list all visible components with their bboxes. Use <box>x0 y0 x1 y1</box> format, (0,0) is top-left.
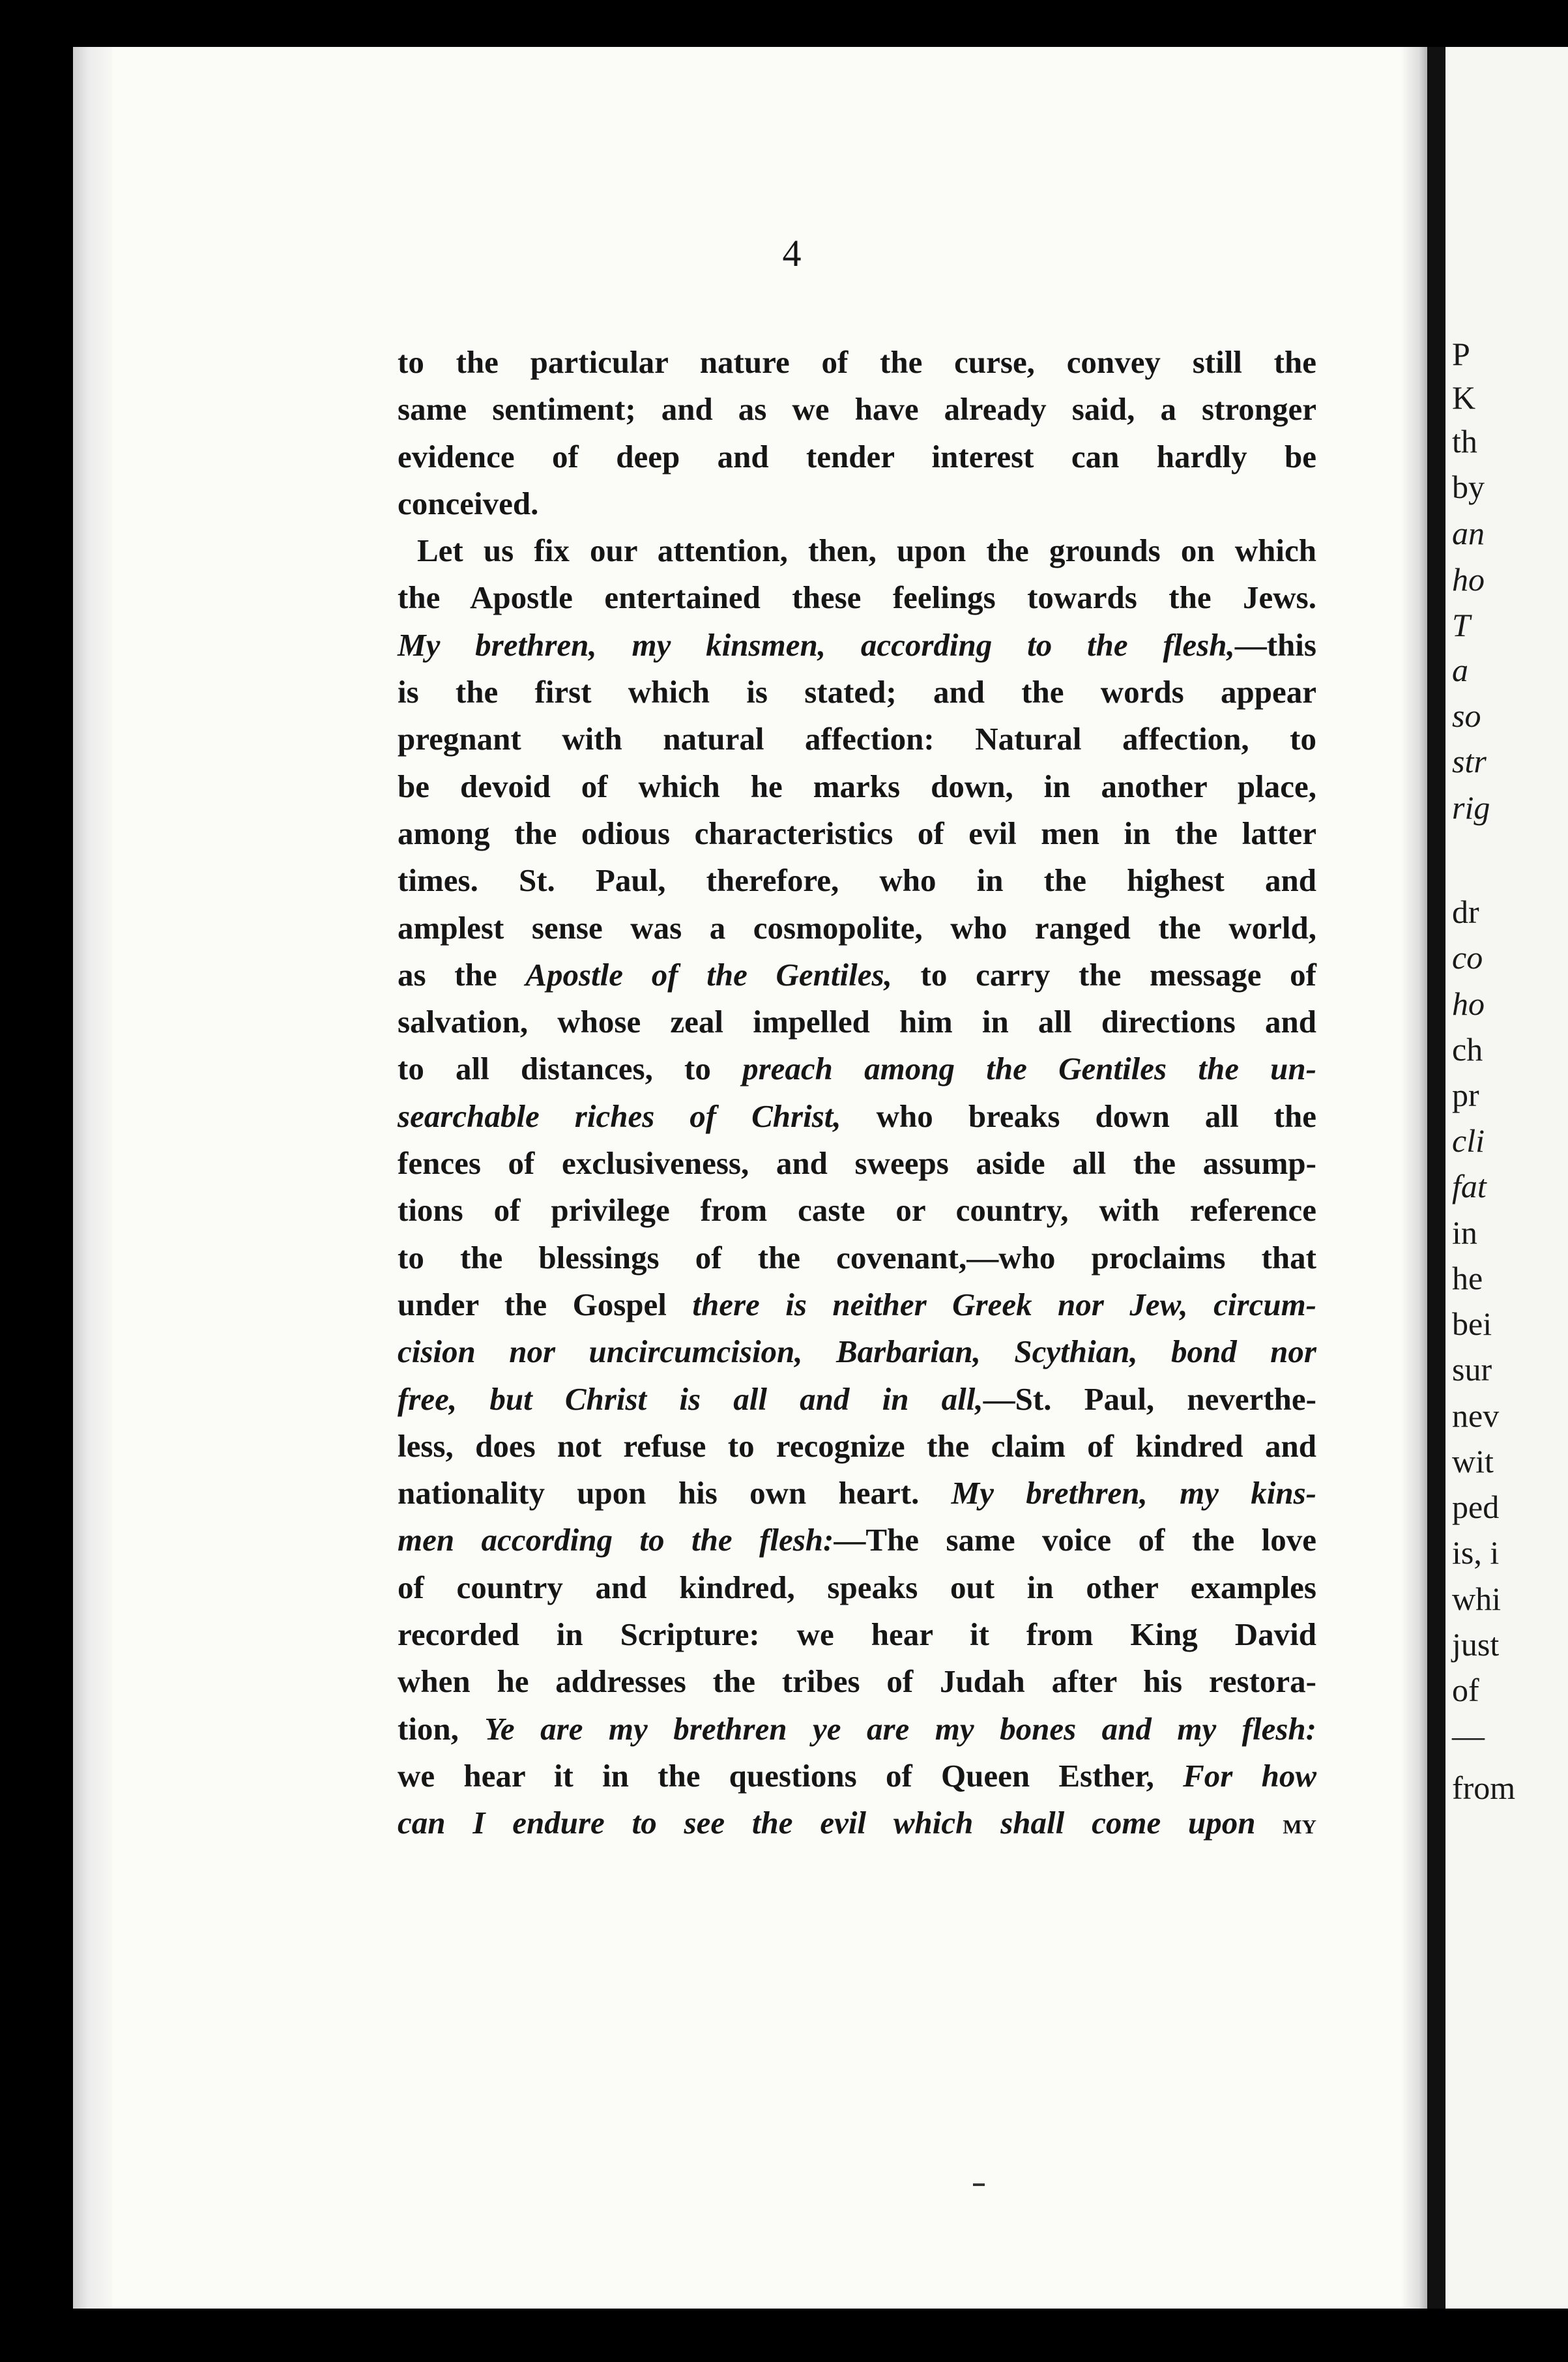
text-line <box>398 857 1316 904</box>
next-page-text-fragment: by <box>1452 469 1485 505</box>
body-text <box>398 339 1316 1847</box>
text-span: pregnant with natural affection: Natural affection, to <box>398 721 1316 757</box>
text-line <box>398 952 1316 999</box>
italic-span: My brethren, my kins- <box>951 1475 1317 1511</box>
next-page-text-fragment: just <box>1452 1626 1500 1663</box>
text-span: the Apostle entertained these feelings towards the Jews. <box>398 579 1316 616</box>
next-page-text-fragment: pr <box>1452 1077 1479 1113</box>
next-page-text-fragment: ho <box>1452 985 1485 1022</box>
text-line <box>398 527 1316 574</box>
next-page-text-fragment: P <box>1452 336 1470 372</box>
text-line <box>398 1800 1316 1846</box>
text-line <box>398 905 1316 952</box>
text-line <box>398 1140 1316 1187</box>
text-span: —The same voice of the love <box>834 1522 1316 1558</box>
next-page-text-fragment: is, i <box>1452 1534 1500 1571</box>
next-page-text-fragment: of <box>1452 1672 1479 1708</box>
text-line <box>398 763 1316 810</box>
text-span: who breaks down all the <box>841 1098 1316 1134</box>
next-page-text-fragment: wit <box>1452 1443 1494 1480</box>
next-page-text-fragment: cli <box>1452 1122 1485 1159</box>
text-span: —St. Paul, neverthe- <box>983 1380 1316 1417</box>
text-span: to all distances, to <box>398 1051 743 1087</box>
text-span: nationality upon his own heart. <box>398 1475 951 1511</box>
text-span: of country and kindred, speaks out in other examples <box>398 1569 1316 1605</box>
italic-span: preach among the Gentiles the un- <box>742 1051 1316 1087</box>
text-span: as the <box>398 956 526 993</box>
next-page-text-fragment: fat <box>1452 1168 1487 1204</box>
text-span: evidence of deep and tender interest can hardly be <box>398 438 1316 474</box>
next-page-text-fragment: so <box>1452 697 1481 734</box>
text-line <box>398 999 1316 1045</box>
next-page-text-fragment: whi <box>1452 1581 1501 1617</box>
text-line <box>398 1281 1316 1328</box>
page-binding-edge <box>73 47 112 2309</box>
text-span <box>1256 1805 1283 1841</box>
text-span: tions of privilege from caste or country, with reference <box>398 1192 1316 1229</box>
text-span: less, does not refuse to recognize the claim of kindred and <box>398 1427 1316 1464</box>
text-span: be devoid of which he marks down, in another place, <box>398 768 1316 804</box>
text-line <box>398 574 1316 621</box>
text-line <box>398 1706 1316 1753</box>
text-line <box>398 1045 1316 1092</box>
italic-span: searchable riches of Christ, <box>398 1098 841 1134</box>
text-line <box>398 1376 1316 1423</box>
italic-span: Ye are my brethren ye are my bones and my flesh: <box>484 1710 1316 1747</box>
text-line <box>398 386 1316 433</box>
next-page-text-fragment: K <box>1452 379 1476 416</box>
italic-span: My brethren, my kinsmen, according to the flesh, <box>398 626 1235 663</box>
next-page-text-fragment: — <box>1452 1717 1485 1754</box>
next-page-text-fragment: he <box>1452 1260 1483 1296</box>
next-page-text-fragment: from <box>1452 1770 1516 1806</box>
next-page-text-fragment: str <box>1452 743 1487 780</box>
text-line <box>398 1093 1316 1140</box>
text-span: times. St. Paul, therefore, who in the highest and <box>398 862 1316 899</box>
italic-span: can I endure to see the evil which shall come upon <box>398 1805 1256 1841</box>
text-span: conceived. <box>398 485 539 521</box>
text-line <box>398 1753 1316 1800</box>
text-span: to carry the message of <box>892 956 1317 993</box>
text-line <box>398 433 1316 480</box>
printer-mark <box>973 2183 985 2186</box>
text-line <box>398 1423 1316 1470</box>
italic-span: For how <box>1183 1757 1317 1794</box>
next-page-text-fragment: ho <box>1452 561 1485 598</box>
text-line <box>398 1517 1316 1564</box>
next-page-text-fragment: rig <box>1452 789 1490 826</box>
text-span: under the Gospel <box>398 1286 693 1322</box>
next-page-text-fragment: an <box>1452 515 1485 551</box>
text-line <box>398 1328 1316 1375</box>
text-line <box>398 1234 1316 1281</box>
right-page-fragment <box>1445 47 1568 2309</box>
italic-span: free, but Christ is all and in all, <box>398 1380 983 1417</box>
text-span: when he addresses the tribes of Judah after his restora- <box>398 1663 1316 1700</box>
text-span: —this <box>1234 626 1316 663</box>
next-page-text-fragment: bei <box>1452 1305 1492 1342</box>
next-page-text-fragment: ch <box>1452 1031 1483 1068</box>
text-span: amplest sense was a cosmopolite, who ranged the world, <box>398 909 1316 946</box>
text-span: is the first which is stated; and the words appear <box>398 674 1316 710</box>
text-line <box>398 716 1316 763</box>
text-span: my <box>1283 1808 1317 1841</box>
page-gutter <box>1427 47 1445 2309</box>
text-line <box>398 1611 1316 1658</box>
text-line <box>398 339 1316 386</box>
next-page-text-fragment: th <box>1452 423 1477 459</box>
italic-span: Apostle of the Gentiles, <box>525 956 892 993</box>
text-span: among the odious characteristics of evil men in the latter <box>398 815 1316 851</box>
text-span: recorded in Scripture: we hear it from King David <box>398 1616 1316 1653</box>
page-fold-shadow <box>1401 47 1427 2309</box>
italic-span: men according to the flesh: <box>398 1522 834 1558</box>
text-line <box>398 480 1316 527</box>
text-line <box>398 810 1316 857</box>
text-line <box>398 1187 1316 1234</box>
text-span: to the blessings of the covenant,—who proclaims that <box>398 1239 1316 1276</box>
next-page-text-fragment: sur <box>1452 1351 1492 1388</box>
next-page-text-fragment: ped <box>1452 1489 1500 1525</box>
next-page-text-fragment: T <box>1452 607 1470 643</box>
next-page-text-fragment: a <box>1452 652 1468 688</box>
next-page-text-fragment: nev <box>1452 1397 1500 1434</box>
text-span: to the particular nature of the curse, convey still the <box>398 344 1316 380</box>
italic-span: there is neither Greek nor Jew, circum- <box>692 1286 1316 1322</box>
text-span: same sentiment; and as we have already said, a stronger <box>398 391 1316 428</box>
italic-span: cision nor uncircumcision, Barbarian, Scythian, bond nor <box>398 1334 1316 1370</box>
page-number: 4 <box>782 232 802 274</box>
text-span: salvation, whose zeal impelled him in all directions and <box>398 1004 1316 1040</box>
text-line <box>398 622 1316 669</box>
text-line <box>398 1658 1316 1705</box>
text-span: Let us fix our attention, then, upon the grounds on which <box>417 532 1316 569</box>
text-line <box>398 669 1316 716</box>
next-page-text-fragment: dr <box>1452 894 1479 930</box>
next-page-text-fragment: in <box>1452 1214 1477 1251</box>
text-span: we hear it in the questions of Queen Esther, <box>398 1757 1183 1794</box>
next-page-text-fragment: co <box>1452 939 1483 976</box>
text-span: tion, <box>398 1710 485 1747</box>
text-span: fences of exclusiveness, and sweeps aside all the assump- <box>398 1145 1316 1182</box>
text-line <box>398 1470 1316 1517</box>
text-line <box>398 1564 1316 1611</box>
